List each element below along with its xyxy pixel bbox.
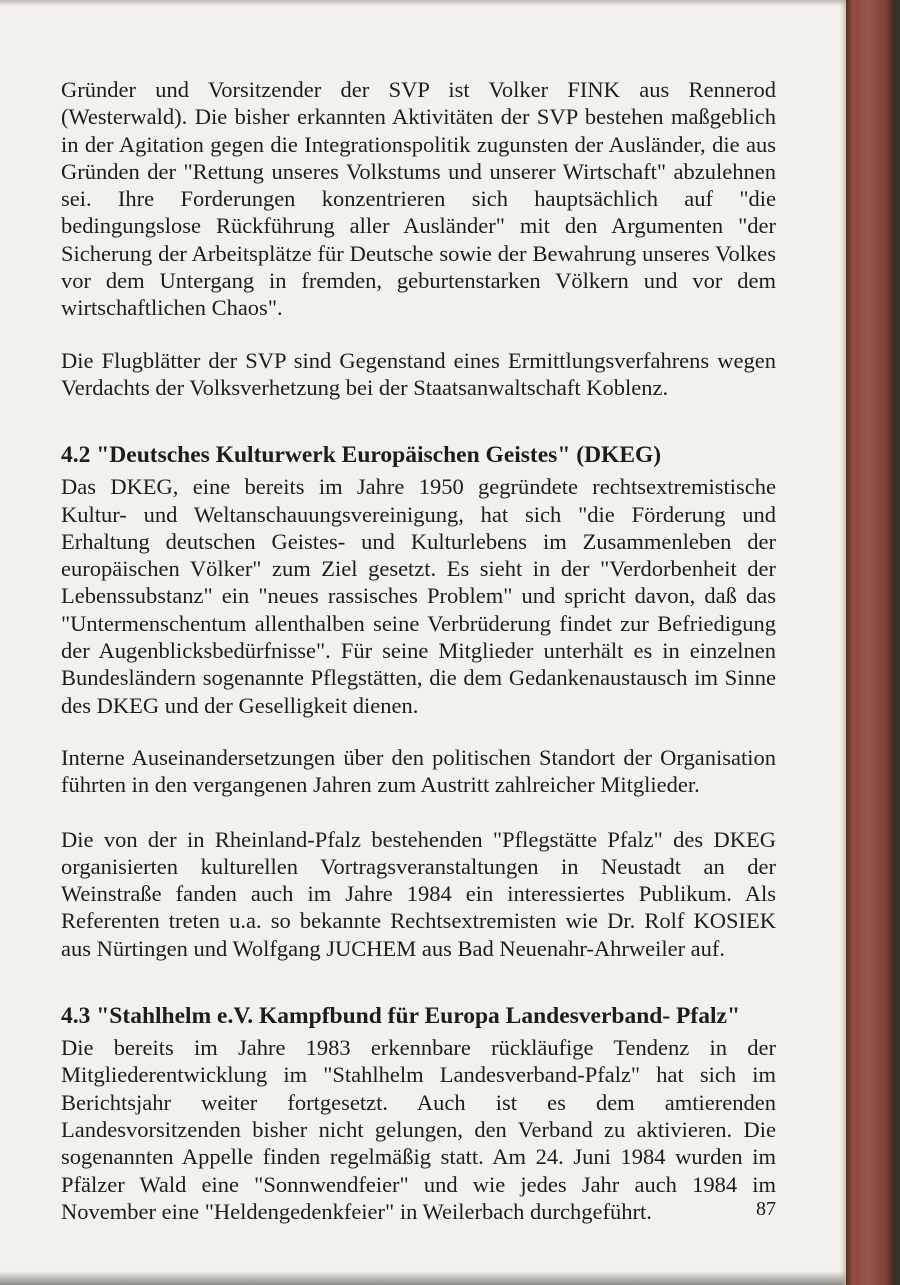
page-number: 87 [756,1198,776,1220]
paragraph-stahlhelm: Die bereits im Jahre 1983 erkennbare rückläufige Tendenz in der Mitgliederentwicklung im "Stahlhelm Landesverband-Pfalz" hat sich im Berichtsjahr weiter fortgesetzt. Auch ist es dem amtierenden Landesvorsitzenden bisher nicht gelungen, den Verband zu aktivieren. Die sogenannten Appelle finden regelmäßig statt. Am 24. Juni 1984 wurden im Pfälzer Wald eine "Sonnwendfeier" und wie jedes Jahr auch 1984 im November eine "Heldengedenkfeier" in Weilerbach durchgeführt. [61,1035,776,1224]
section-heading-stahlhelm: 4.3 "Stahlhelm e.V. Kampfbund für Europa Landesverband- Pfalz" [61,1003,740,1030]
page-top-shadow [0,0,846,6]
paragraph-svp-flugblaetter: Die Flugblätter der SVP sind Gegenstand eines Ermittlungsverfahrens wegen Verdachts der Volksverhetzung bei der Staatsanwaltschaft Koblenz. [61,347,776,400]
paragraph-dkeg-pfalz: Die von der in Rheinland-Pfalz bestehenden "Pflegstätte Pfalz" des DKEG organisierten kulturellen Vortragsveranstaltungen in Neustadt an der Weinstraße fanden auch im Jahre 1984 ein interessiertes Publikum. Als Referenten treten u.a. so bekannte Rechtsextremisten wie Dr. Rolf KOSIEK aus Nürtingen und Wolfgang JUCHEM aus Bad Neuenahr-Ahrweiler auf. [61,826,776,961]
paragraph-dkeg-intro: Das DKEG, eine bereits im Jahre 1950 gegründete rechtsextremistische Kultur- und Weltanschauungsvereinigung, hat sich "die Förderung und Erhaltung deutschen Geistes- und Kulturlebens im Zusammenleben der europäischen Völker" zum Ziel gesetzt. Es sieht in der "Verdorbenheit der Lebenssubstanz" ein "neues rassisches Problem" und spricht davon, daß das "Untermenschentum allenthalben seine Verbrüderung findet zur Befriedigung der Augenblicksbedürfnisse". Für seine Mitglieder unterhält es in einzelnen Bundesländern sogenannte Pflegstätten, die dem Gedankenaustausch im Sinne des DKEG und der Geselligkeit dienen. [61,474,776,718]
book-binding [846,0,900,1285]
page-bottom-shadow [0,1271,846,1285]
section-heading-dkeg: 4.2 "Deutsches Kulturwerk Europäischen Geistes" (DKEG) [61,442,662,469]
page-body [61,76,776,1225]
paragraph-svp-intro: Gründer und Vorsitzender der SVP ist Volker FINK aus Rennerod (Westerwald). Die bisher erkannten Aktivitäten der SVP bestehen maßgeblich in der Agitation gegen die Integrationspolitik zugunsten der Ausländer, die aus Gründen der "Rettung unseres Volkstums und unserer Wirtschaft" abzulehnen sei. Ihre Forderungen konzentrieren sich hauptsächlich auf "die bedingungslose Rückführung aller Ausländer" mit den Argumenten "der Sicherung der Arbeitsplätze für Deutsche sowie der Bewahrung unseres Volkes vor dem Untergang in fremden, geburtenstarken Völkern und vor dem wirtschaftlichen Chaos". [61,77,776,321]
paragraph-dkeg-intern: Interne Auseinandersetzungen über den politischen Standort der Organisation führten in den vergangenen Jahren zum Austritt zahlreicher Mitglieder. [61,744,776,798]
